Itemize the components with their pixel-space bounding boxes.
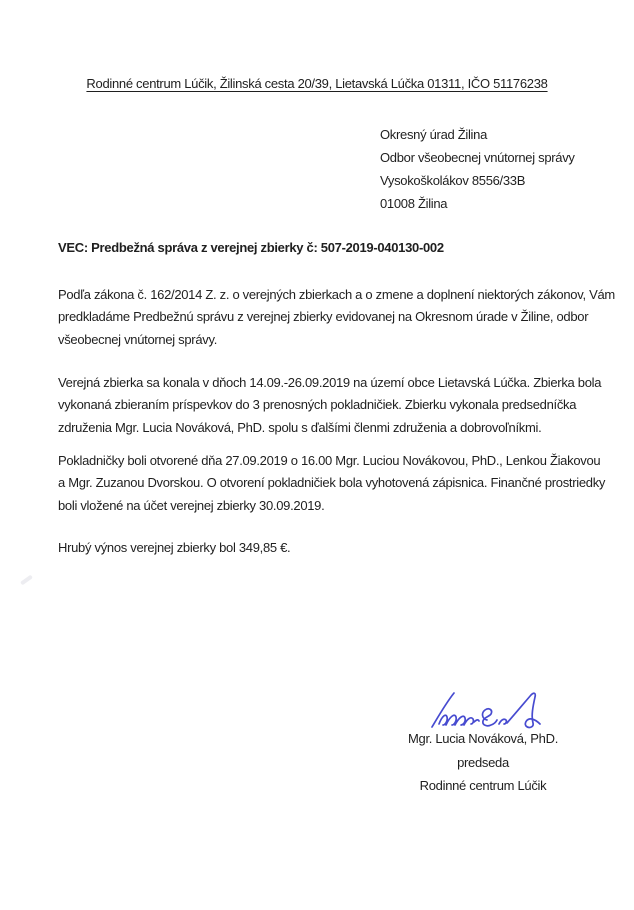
paragraph-line: všeobecnej vnútornej správy. bbox=[58, 331, 218, 347]
signature-ink-stroke bbox=[432, 693, 540, 727]
paragraph-legal-basis bbox=[58, 284, 615, 351]
paragraph-line: Podľa zákona č. 162/2014 Z. z. o verejných zbierkach a o zmene a doplnení niektorých zákonov, Vám bbox=[58, 287, 615, 302]
paragraph-line: predkladáme Predbežnú správu z verejnej zbierky evidovanej na Okresnom úrade v Žiline, odbor bbox=[58, 309, 589, 325]
letterhead: Rodinné centrum Lúčik, Žilinská cesta 20/39, Lietavská Lúčka 01311, IČO 51176238 bbox=[86, 76, 548, 91]
paragraph-gross-proceeds bbox=[58, 537, 290, 559]
paragraph-collection-details bbox=[58, 372, 601, 439]
handwritten-signature-icon bbox=[426, 686, 542, 732]
recipient-line: Odbor všeobecnej vnútornej správy bbox=[380, 150, 575, 165]
signature-block bbox=[378, 727, 588, 798]
scan-artifact bbox=[20, 575, 33, 586]
recipient-line: Okresný úrad Žilina bbox=[380, 127, 488, 142]
paragraph-line: Verejná zbierka sa konala v dňoch 14.09.-26.09.2019 na území obce Lietavská Lúčka. Zbierka bola bbox=[58, 375, 602, 390]
paragraph-line: Hrubý výnos verejnej zbierky bol 349,85 €. bbox=[58, 540, 291, 555]
paragraph-cashbox-opening bbox=[58, 450, 605, 517]
recipient-line: Vysokoškolákov 8556/33B bbox=[380, 173, 526, 188]
signatory-role: predseda bbox=[457, 754, 509, 770]
signatory-organization: Rodinné centrum Lúčik bbox=[419, 778, 547, 794]
paragraph-line: Pokladničky boli otvorené dňa 27.09.2019 o 16.00 Mgr. Luciou Novákovou, PhD., Lenkou Žiakovou bbox=[58, 453, 601, 468]
paragraph-line: a Mgr. Zuzanou Dvorskou. O otvorení pokladničiek bola vyhotovená zápisnica. Finančné prostriedky bbox=[58, 475, 606, 491]
paragraph-line: vykonaná zbieraním príspevkov do 3 prenosných pokladničiek. Zbierku vykonala predsedníčka bbox=[58, 397, 577, 413]
paragraph-line: združenia Mgr. Lucia Nováková, PhD. spolu s ďalšími členmi združenia a dobrovoľníkmi. bbox=[58, 419, 542, 435]
recipient-line: 01008 Žilina bbox=[380, 196, 448, 211]
recipient-address bbox=[380, 123, 575, 215]
signatory-name: Mgr. Lucia Nováková, PhD. bbox=[407, 731, 559, 746]
subject-line: VEC: Predbežná správa z verejnej zbierky č: 507-2019-040130-002 bbox=[58, 240, 444, 255]
paragraph-line: boli vložené na účet verejnej zbierky 30.09.2019. bbox=[58, 497, 325, 513]
